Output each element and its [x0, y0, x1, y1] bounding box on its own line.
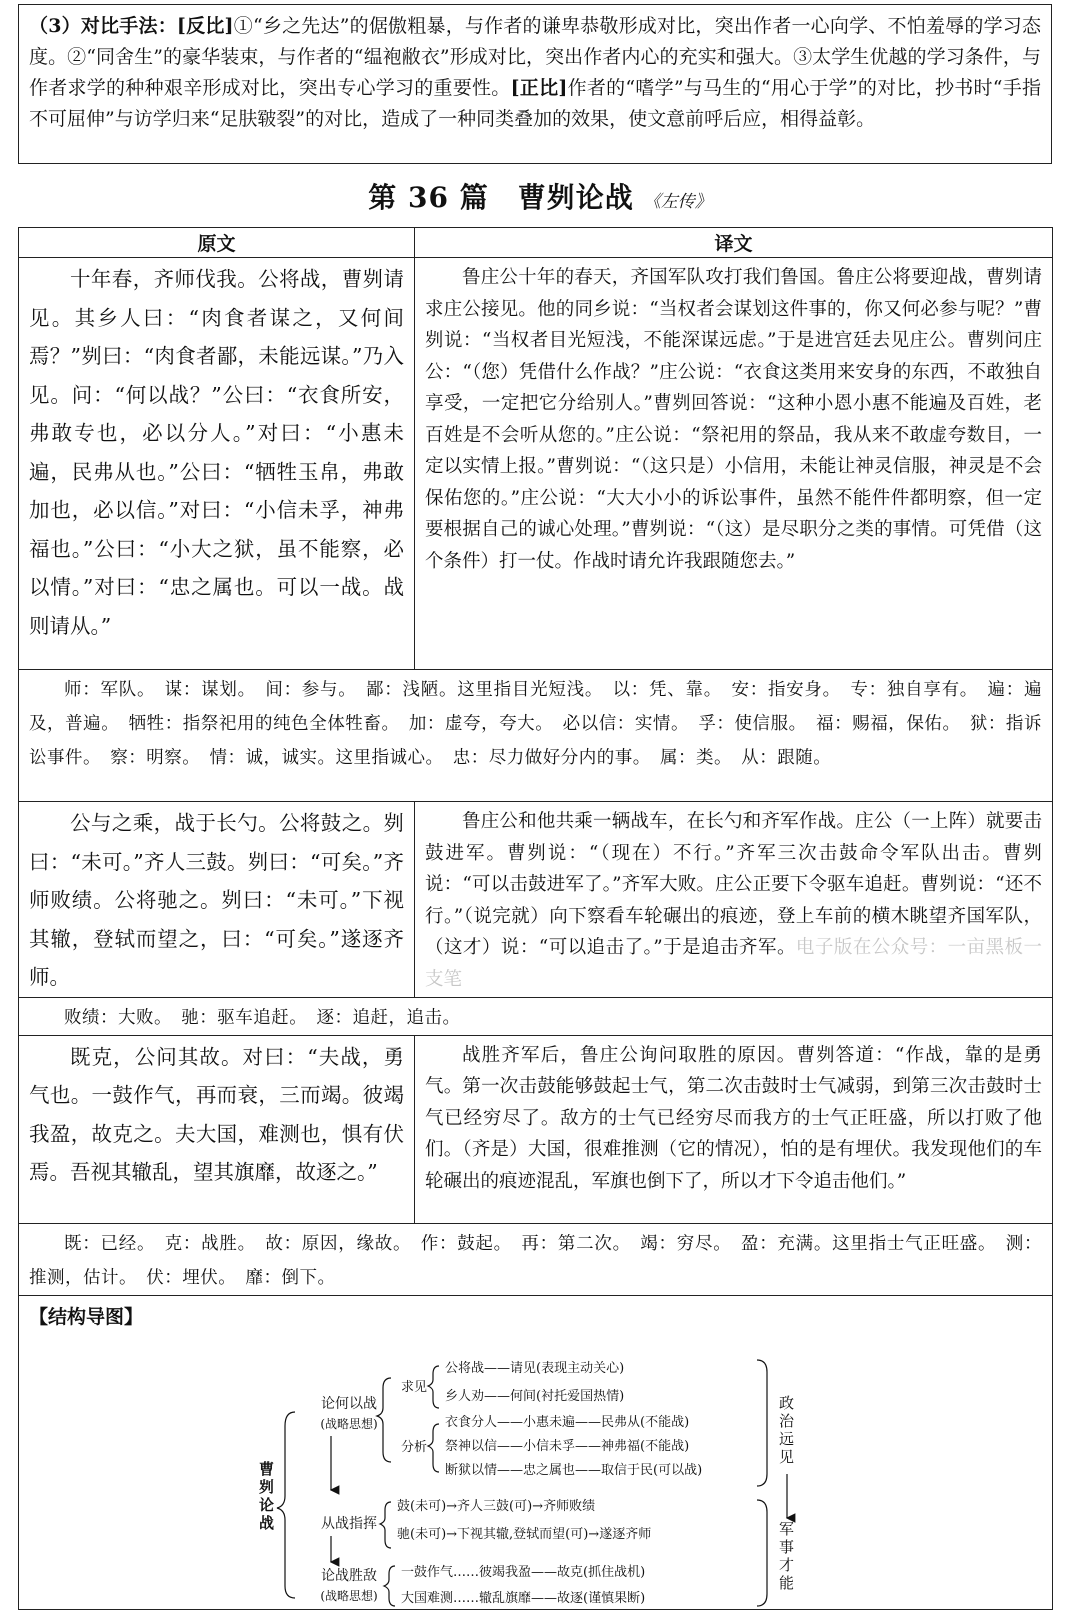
- col-original-header: 原文: [19, 228, 415, 258]
- qiujian-item-1: 公将战——请见(表现主动关心): [445, 1360, 625, 1376]
- node1-line1: 论何以战: [321, 1395, 377, 1412]
- contrast-label: （3）对比手法：: [29, 15, 177, 37]
- diagram-root-label: 曹刿论战: [259, 1459, 275, 1532]
- section-1-row: [19, 258, 1053, 670]
- fenxi-item-2: 祭神以信——小信未孚——神弗福(不能战): [445, 1438, 690, 1454]
- right-bracket-bottom: [757, 1500, 767, 1606]
- article-title: [0, 176, 1080, 216]
- table-header-row: [19, 228, 1053, 258]
- structure-diagram: [19, 1296, 1049, 1608]
- victory-item-2: 大国难测……辙乱旗靡——故逐(谨慎果断): [401, 1590, 646, 1606]
- node2-line1: 从战指挥: [321, 1515, 377, 1532]
- section-1-notes-row: [19, 670, 1053, 802]
- fanbi-text: ①“乡之先达”的倨傲粗暴，与作者的谦卑恭敬形成对比，突出作者一心向学、不怕羞辱的学习态度。②“同舍生”的豪华装束，与作者的“缊袍敝衣”形成对比，突出作者内心的充实和强大。③太学生优越的学习条件，与作者求学的种种艰辛形成对比，突出专心学习的重要性。: [29, 15, 1041, 99]
- qiujian-item-2: 乡人劝——何间(衬托爱国热情): [445, 1388, 625, 1404]
- command-item-2: 驰(未可)→下视其辙,登轼而望(可)→遂逐齐师: [397, 1526, 652, 1542]
- section-2-row: [19, 802, 1053, 998]
- fenxi-item-3: 断狱以情——忠之属也——取信于民(可以战): [445, 1462, 703, 1478]
- fenxi-brace: [428, 1424, 439, 1472]
- diagram-title: 【结构导图】: [29, 1305, 144, 1328]
- root-brace: [277, 1412, 295, 1598]
- fenxi-item-1: 衣食分人——小惠未遍——民弗从(不能战): [445, 1414, 690, 1430]
- victory-item-1: 一鼓作气……彼竭我盈——故克(抓住战机): [401, 1564, 646, 1580]
- right-bracket-top: [757, 1360, 767, 1486]
- text-translation-table: [18, 227, 1053, 1610]
- section-2-notes: 败绩：大败。 驰：驱车追赶。 逐：追赶，追击。: [19, 997, 1053, 1035]
- article-title-text: 第 36 篇 曹刿论战: [368, 181, 634, 214]
- section-3-notes: 既：已经。 克：战胜。 故：原因，缘故。 作：鼓起。 再：第二次。 竭：穷尽。 盈：充满。这里指士气正旺盛。 测：推测，估计。 伏：埋伏。 靡：倒下。: [19, 1223, 1053, 1295]
- node1-brace: [377, 1378, 391, 1462]
- section-2-translation: [415, 802, 1053, 998]
- fanbi-tag: [反比]: [176, 15, 234, 37]
- side-label-bottom: 军事才能: [779, 1519, 795, 1592]
- zhengbi-text: 作者的“嗜学”与马生的“用心于学”的对比，抄书时“手指不可屈伸”与访学归来“足肤皲裂”的对比，造成了一种同类叠加的效果，使文意前呼后应，相得益彰。: [29, 77, 1041, 130]
- contrast-technique-paragraph: [18, 4, 1052, 164]
- section-2-translation-text: 鲁庄公和他共乘一辆战车，在长勺和齐军作战。庄公（一上阵）就要击鼓进军。曹刿说：“（现在）不行。”齐军三次击鼓命令军队出击。曹刿说：“可以击鼓进军了。”齐军大败。庄公正要下令驱车追赶。曹刿说：“还不行。”（说完就）向下察看车轮碾出的痕迹，登上车前的横木眺望齐国军队，（这才）说：“可以追击了。”于是追击齐军。: [425, 811, 1042, 958]
- diagram-row: [19, 1295, 1053, 1609]
- node3-line1: 论战胜敌: [321, 1567, 377, 1584]
- qiujian-label: 求见: [401, 1379, 428, 1395]
- section-1-translation: 鲁庄公十年的春天，齐国军队攻打我们鲁国。鲁庄公将要迎战，曹刿请求庄公接见。他的同乡说：“当权者会谋划这件事的，你又何必参与呢？”曹刿说：“当权者目光短浅，不能深谋远虑。”于是进宫廷去见庄公。曹刿问庄公：“（您）凭借什么作战？”庄公说：“衣食这类用来安身的东西，不敢独自享受，一定把它分给别人。”曹刿回答说：“这种小恩小惠不能遍及百姓，老百姓是不会听从您的。”庄公说：“祭祀用的祭品，我从来不敢虚夸数目，一定以实情上报。”曹刿说：“（这只是）小信用，未能让神灵信服，神灵是不会保佑您的。”庄公说：“大大小小的诉讼事件，虽然不能件件都明察，但一定要根据自己的诚心处理。”曹刿说：“（这）是尽职分之类的事情。可凭借（这个条件）打一仗。作战时请允许我跟随您去。”: [415, 258, 1053, 670]
- section-3-original: 既克，公问其故。对曰：“夫战，勇气也。一鼓作气，再而衰，三而竭。彼竭我盈，故克之。夫大国，难测也，惧有伏焉。吾视其辙乱，望其旗靡，故逐之。”: [19, 1035, 415, 1223]
- side-label-top: 政治远见: [779, 1393, 795, 1466]
- fenxi-label: 分析: [401, 1439, 428, 1455]
- article-source: 《左传》: [643, 192, 712, 212]
- node1-line2: (战略思想): [320, 1416, 378, 1431]
- watermark-text: 电子版在公众号：一亩黑板一支笔: [425, 937, 1042, 990]
- col-translation-header: 译文: [415, 228, 1053, 258]
- section-1-notes: 师：军队。 谋：谋划。 间：参与。 鄙：浅陋。这里指目光短浅。 以：凭、靠。 安：指安身。 专：独自享有。 遍：遍及，普遍。 牺牲：指祭祀用的纯色全体牲畜。 加：虚夸，夸大。 必以信：实情。 孚：使信服。 福：赐福，保佑。 狱：指诉讼事件。 察：明察。 情：诚，诚实。这里指诚心。 忠：尽力做好分内的事。 属：类。 从：跟随。: [19, 670, 1053, 802]
- node2-brace: [380, 1502, 391, 1548]
- section-1-original: 十年春，齐师伐我。公将战，曹刿请见。其乡人曰：“肉食者谋之，又何间焉？”刿曰：“肉食者鄙，未能远谋。”乃入见。问：“何以战？”公曰：“衣食所安，弗敢专也，必以分人。”对曰：“小惠未遍，民弗从也。”公曰：“牺牲玉帛，弗敢加也，必以信。”对曰：“小信未孚，神弗福也。”公曰：“小大之狱，虽不能察，必以情。”对曰：“忠之属也。可以一战。战则请从。”: [19, 258, 415, 670]
- section-2-notes-row: [19, 997, 1053, 1035]
- qiujian-brace: [428, 1366, 439, 1408]
- section-3-translation: 战胜齐军后，鲁庄公询问取胜的原因。曹刿答道：“作战，靠的是勇气。第一次击鼓能够鼓起士气，第二次击鼓时士气减弱，到第三次击鼓时士气已经穷尽了。敌方的士气已经穷尽而我方的士气正旺盛，所以打败了他们。（齐是）大国，很难推测（它的情况），怕的是有埋伏。我发现他们的车轮碾出的痕迹混乱，军旗也倒下了，所以才下令追击他们。”: [415, 1035, 1053, 1223]
- zhengbi-tag: [正比]: [510, 77, 568, 99]
- structure-diagram-cell: [19, 1295, 1053, 1609]
- section-3-notes-row: [19, 1223, 1053, 1295]
- section-3-row: [19, 1035, 1053, 1223]
- section-2-original: 公与之乘，战于长勺。公将鼓之。刿曰：“未可。”齐人三鼓。刿曰：“可矣。”齐师败绩。公将驰之。刿曰：“未可。”下视其辙，登轼而望之，曰：“可矣。”遂逐齐师。: [19, 802, 415, 998]
- command-item-1: 鼓(未可)→齐人三鼓(可)→齐师败绩: [397, 1498, 596, 1514]
- node3-line2: (战略思想): [320, 1588, 378, 1603]
